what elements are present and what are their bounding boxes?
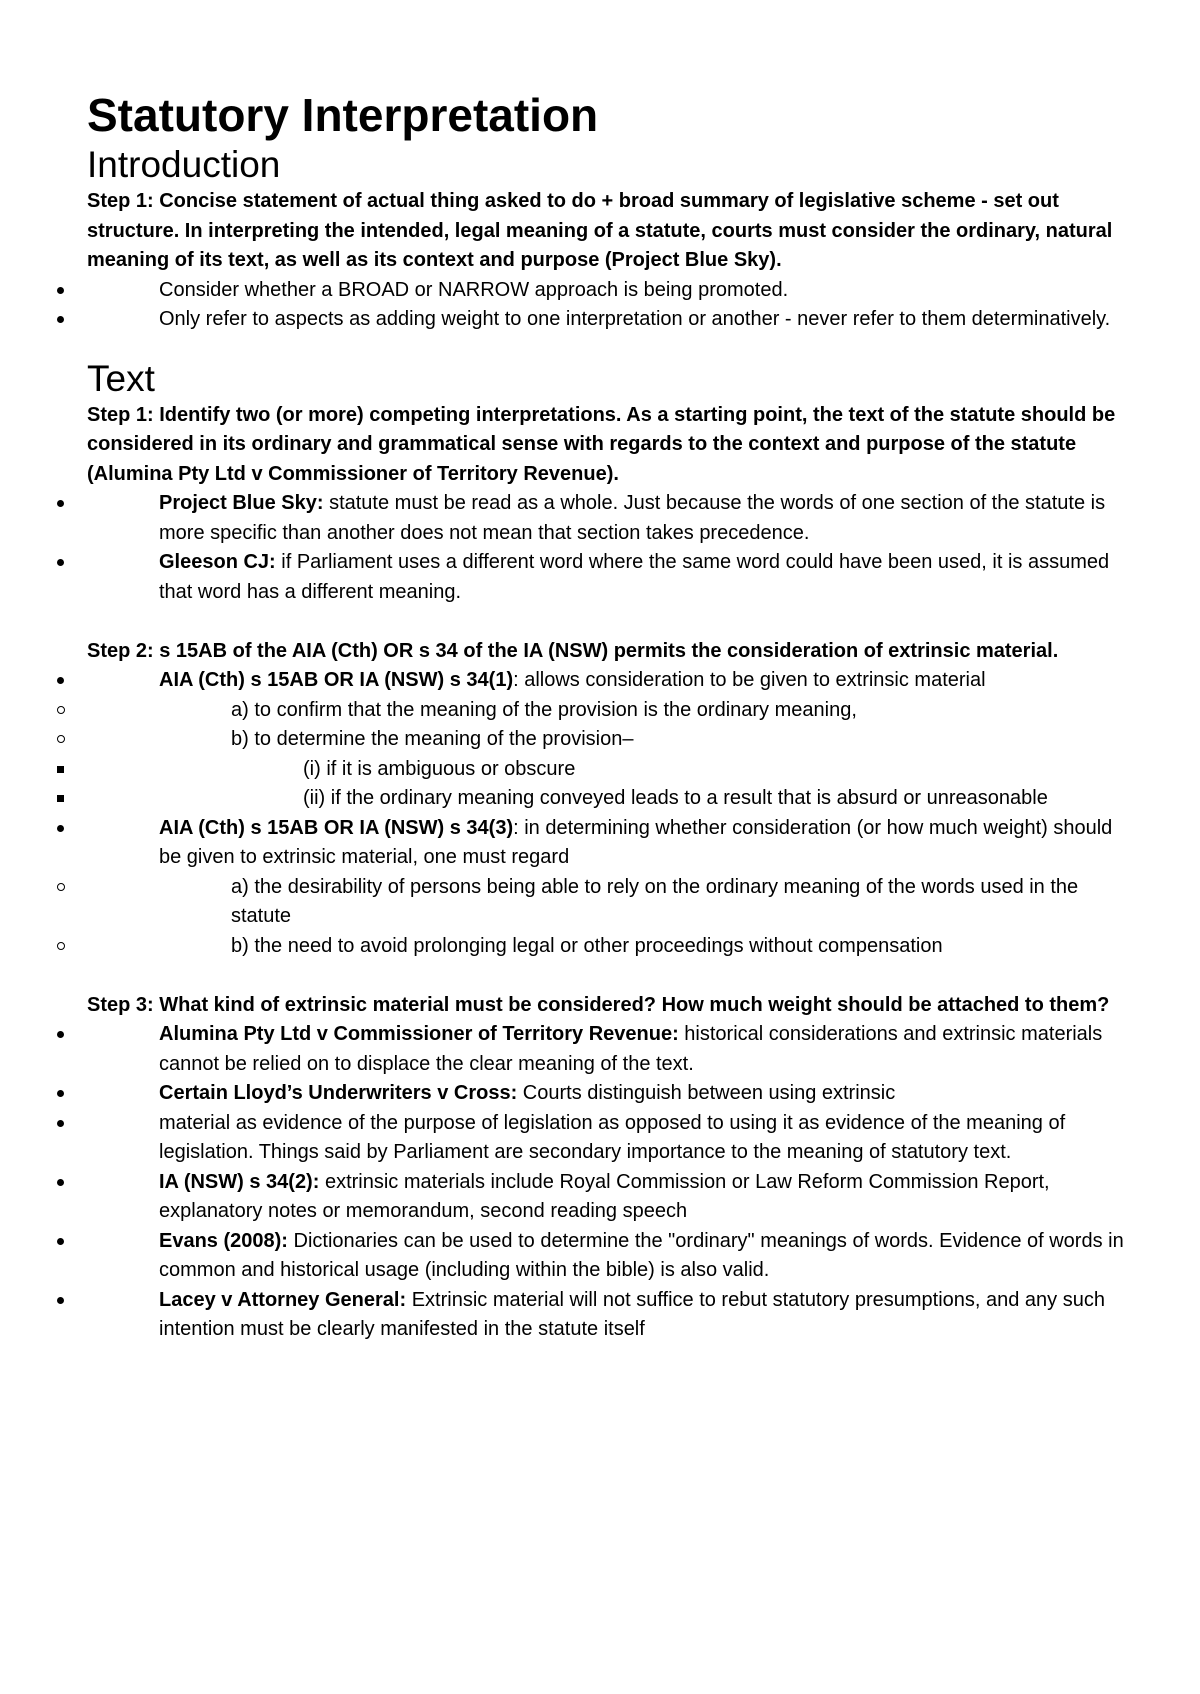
list-item xyxy=(87,814,1127,873)
list-item-text: Extrinsic material will not suffice to rebut statutory presumptions, and any such intention must be clearly manifested in the statute itself xyxy=(159,1288,1105,1340)
statute-reference: IA (NSW) s 34(2): xyxy=(159,1170,320,1193)
text-step-1-list xyxy=(87,489,1127,607)
list-item xyxy=(87,666,1127,696)
list-item: Consider whether a BROAD or NARROW approach is being promoted. xyxy=(87,276,1127,306)
sub-list-item: a) to confirm that the meaning of the provision is the ordinary meaning, xyxy=(87,696,1127,726)
list-item xyxy=(87,548,1127,607)
list-item-text: Dictionaries can be used to determine the "ordinary" meanings of words. Evidence of words in common and historical usage (including within the bible) is also valid. xyxy=(159,1229,1124,1281)
sub-sub-list-item: (ii) if the ordinary meaning conveyed leads to a result that is absurd or unreasonable xyxy=(87,784,1127,814)
intro-step-1: Step 1: Concise statement of actual thing asked to do + broad summary of legislative scheme - set out structure. In interpreting the intended, legal meaning of a statute, courts must consider the ordinary, natural meaning of its text, as well as its context and purpose (Project Blue Sky). xyxy=(87,190,1113,271)
sub-sub-list-item: (i) if it is ambiguous or obscure xyxy=(87,755,1127,785)
case-name: Alumina Pty Ltd v Commissioner of Territory Revenue: xyxy=(159,1023,679,1045)
case-name: Project Blue Sky: xyxy=(159,492,324,514)
document-title: Statutory Interpretation xyxy=(87,89,599,141)
statute-reference: AIA (Cth) s 15AB OR IA (NSW) s 34(3) xyxy=(159,816,514,839)
list-item xyxy=(87,1227,1127,1286)
sub-list-item: a) the desirability of persons being able to rely on the ordinary meaning of the words used in the statute xyxy=(87,873,1127,932)
list-item: Only refer to aspects as adding weight to one interpretation or another - never refer to them determinatively. xyxy=(87,305,1127,335)
text-step-3-list xyxy=(87,1020,1127,1345)
case-name: Evans (2008): xyxy=(159,1229,288,1252)
list-item-text: Courts distinguish between using extrinsic xyxy=(517,1082,896,1104)
list-item xyxy=(87,1079,1127,1109)
list-item xyxy=(87,1168,1127,1227)
list-item xyxy=(87,1020,1127,1079)
sub-list-item: b) the need to avoid prolonging legal or other proceedings without compensation xyxy=(87,932,1127,962)
section-heading-text: Text xyxy=(87,357,155,399)
list-item-text: extrinsic materials include Royal Commission or Law Reform Commission Report, explanatory notes or memorandum, second reading speech xyxy=(159,1170,1050,1222)
list-item xyxy=(87,1109,1127,1168)
intro-bullet-list xyxy=(87,276,1127,335)
list-item-text: material as evidence of the purpose of legislation as opposed to using it as evidence of the meaning of legislation. Things said by Parliament are secondary importance to the meaning of statutory text. xyxy=(159,1111,1066,1163)
list-item-text: if Parliament uses a different word where the same word could have been used, it is assumed that word has a different meaning. xyxy=(159,551,1110,603)
sub-list-item: b) to determine the meaning of the provision– xyxy=(87,725,1127,755)
list-item xyxy=(87,1286,1127,1345)
case-name: Gleeson CJ: xyxy=(159,551,276,573)
section-heading-introduction: Introduction xyxy=(87,144,281,185)
case-name: Lacey v Attorney General: xyxy=(159,1288,407,1311)
list-item-text: : in determining whether consideration (or how much weight) should be given to extrinsic material, one must regard xyxy=(159,816,1113,868)
text-step-3: Step 3: What kind of extrinsic material must be considered? How much weight should be attached to them? xyxy=(87,993,1110,1016)
text-step-1: Step 1: Identify two (or more) competing interpretations. As a starting point, the text of the statute should be considered in its ordinary and grammatical sense with regards to the context and purpose of the statute (Alumina Pty Ltd v Commissioner of Territory Revenue). xyxy=(87,403,1116,485)
list-item-text: statute must be read as a whole. Just because the words of one section of the statute is more specific than another does not mean that section takes precedence. xyxy=(159,492,1106,544)
case-name: Certain Lloyd’s Underwriters v Cross: xyxy=(159,1082,518,1104)
list-item xyxy=(87,489,1127,548)
text-step-2-list xyxy=(87,666,1127,961)
statute-reference: AIA (Cth) s 15AB OR IA (NSW) s 34(1) xyxy=(159,669,514,691)
text-step-2: Step 2: s 15AB of the AIA (Cth) OR s 34 of the IA (NSW) permits the consideration of extrinsic material. xyxy=(87,639,1059,662)
list-item-text: : allows consideration to be given to extrinsic material xyxy=(513,669,986,691)
document-content xyxy=(87,88,1127,1345)
list-item-text: historical considerations and extrinsic materials cannot be relied on to displace the clear meaning of the text. xyxy=(159,1023,1103,1075)
